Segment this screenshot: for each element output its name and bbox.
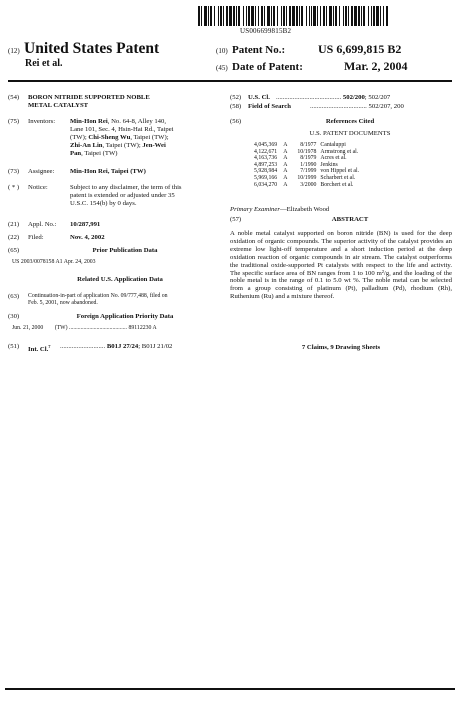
- reference-row: [254, 182, 359, 189]
- uscl-values: [276, 94, 390, 102]
- date-label: Date of Patent:: [232, 61, 303, 73]
- appl-label: Appl. No.:: [28, 221, 57, 228]
- ref-number: 6,034,270: [254, 181, 278, 188]
- inventors-line-3: (TW); Chi-Sheng Wu, Taipei (TW);: [70, 134, 169, 141]
- fos-dots: ..................................: [310, 103, 367, 110]
- ref-number: 5,969,166: [254, 174, 278, 181]
- patent-date: Mar. 2, 2004: [344, 59, 408, 73]
- intcl-label-group: [28, 343, 51, 354]
- patent-no-code: (10): [216, 47, 228, 55]
- foreign-date: Jun. 21, 2000: [12, 325, 44, 331]
- ref-number: 4,045,369: [254, 142, 278, 148]
- ref-name: Armstrong et al.: [320, 148, 359, 155]
- inventors-line-2: Lane 101, Sec. 4, Hsin-Hai Rd., Taipei: [70, 126, 174, 133]
- prior-entry: US 2003/0078158 A1 Apr. 24, 2003: [12, 259, 96, 265]
- ref-date: 1/1990: [300, 161, 317, 168]
- prior-code: (65): [8, 247, 20, 254]
- filed-date: Nov. 4, 2002: [70, 234, 105, 241]
- filed-code: (22): [8, 234, 20, 241]
- ref-number: 4,122,671: [254, 148, 278, 155]
- appl-no: 10/287,991: [70, 221, 101, 228]
- foreign-entry: [12, 325, 222, 333]
- ref-kind: A: [283, 174, 288, 181]
- intcl-code: (51): [8, 343, 20, 350]
- ref-name: Scharbert et al.: [320, 174, 356, 181]
- intcl-value: B01J 27/24: [106, 343, 139, 350]
- ref-name: Acres et al.: [320, 155, 347, 162]
- ref-date: 8/1979: [300, 155, 317, 162]
- inventors-line-1: Min-Hon Rei, No. 64-8, Alley 140,: [70, 118, 167, 125]
- barcode: [198, 6, 388, 26]
- header-rule: [8, 80, 452, 82]
- notice-label: Notice:: [28, 184, 48, 191]
- prior-heading: Prior Publication Data: [92, 247, 158, 254]
- patent-no: US 6,699,815 B2: [318, 42, 402, 56]
- reference-row: [254, 162, 359, 169]
- uscl-dots: .......................................: [276, 94, 342, 101]
- publication-number: US006699815B2: [240, 27, 292, 35]
- fos-code: (58): [230, 103, 242, 110]
- ref-name: von Hippel et al.: [320, 168, 360, 175]
- reference-row: [254, 155, 359, 162]
- continuation-line-2: Feb. 5, 2001, now abandoned.: [28, 300, 98, 306]
- foreign-country: (TW): [54, 325, 68, 331]
- claims-count: 7 Claims, 9 Drawing Sheets: [301, 344, 381, 351]
- uscl-value: 502/200: [342, 94, 365, 101]
- continuation-line-1: Continuation-in-part of application No. 09/777,488, filed on: [28, 293, 168, 299]
- left-column: [8, 94, 222, 394]
- related-heading: Related U.S. Application Data: [77, 276, 163, 283]
- abstract-heading: ABSTRACT: [331, 216, 369, 223]
- right-column: [230, 94, 452, 384]
- ref-kind: A: [283, 181, 288, 188]
- refs-subheading: U.S. PATENT DOCUMENTS: [309, 130, 391, 137]
- inventors-label: Inventors:: [28, 118, 56, 125]
- references-table: [254, 142, 359, 188]
- ref-name: Jenkins: [320, 161, 338, 168]
- examiner-field: [230, 206, 452, 214]
- invention-title-line-1: BORON NITRIDE SUPPORTED NOBLE: [28, 94, 150, 101]
- fos-value: 502/207, 200: [368, 103, 404, 110]
- examiner-label: Primary Examiner: [230, 206, 280, 213]
- invention-title-line-2: METAL CATALYST: [28, 102, 89, 109]
- refs-heading: References Cited: [325, 118, 375, 125]
- refs-code: (56): [230, 118, 242, 125]
- filed-label: Filed:: [28, 234, 44, 241]
- foreign-dots: ........................................: [69, 325, 127, 331]
- title-code: (54): [8, 94, 20, 101]
- ref-kind: A: [283, 168, 288, 175]
- fos-values: [310, 103, 404, 111]
- intcl-dots: ...........................: [60, 343, 106, 350]
- intcl-label: Int. Cl.: [28, 346, 49, 354]
- ref-number: 4,163,736: [254, 155, 278, 162]
- reference-row: [254, 175, 359, 182]
- ref-date: 7/1999: [300, 168, 317, 175]
- ref-date: 8/1977: [300, 142, 317, 148]
- barcode-bar: [386, 6, 388, 26]
- ref-name: Cantaluppi: [320, 142, 346, 148]
- notice-line-3: U.S.C. 154(b) by 0 days.: [70, 200, 137, 207]
- bottom-rule: [5, 688, 455, 690]
- reference-row: [254, 168, 359, 175]
- notice-line-2: patent is extended or adjusted under 35: [70, 192, 175, 199]
- foreign-code: (30): [8, 313, 20, 320]
- intcl-value2: ; B01J 21/02: [138, 343, 173, 350]
- uscl-label: U.S. Cl.: [248, 94, 270, 101]
- date-code: (45): [216, 64, 228, 72]
- uscl-code: (52): [230, 94, 242, 101]
- ref-kind: A: [283, 161, 288, 168]
- continuation-code: (63): [8, 293, 20, 300]
- foreign-heading: Foreign Application Priority Data: [76, 313, 174, 320]
- reference-row: [254, 149, 359, 156]
- reference-row: [254, 142, 359, 149]
- notice-code: ( * ): [8, 184, 20, 191]
- examiner-name: —Elizabeth Wood: [279, 206, 330, 213]
- ref-number: 5,928,984: [254, 168, 278, 175]
- header-right: [216, 42, 408, 74]
- inventors-line-4: Zhi-An Lin, Taipei (TW); Jen-Wei: [70, 142, 166, 149]
- abstract-text: A noble metal catalyst supported on boron nitride (BN) is used for the deep oxidation of organic compounds. The superior activity of the catalyst provides an extreme low light-off temperature and a short induction period at the deep oxidation reaction of organic compounds in air stream. The catalyst outperforms the traditional oxide-supported Pt catalysts with respect to the life and activity. The specific surface area of BN ranges from 1 to 100 m²/g, and the loading of the noble metal is in the range of 0.1 to 5.0 wt %. The noble metal can be selected from a group consisting of platinum (Pt), palladium (Pd), rhodium (Rh), Ruthenium (Ru) and a mixture thereof.: [230, 230, 452, 301]
- ref-name: Borchert et al.: [320, 181, 354, 188]
- assignee-label: Assignee:: [28, 168, 55, 175]
- ref-kind: A: [283, 142, 288, 148]
- header-left: [8, 40, 159, 69]
- country-code: (12): [8, 47, 20, 55]
- patent-no-label: Patent No.:: [232, 44, 286, 56]
- foreign-no: 89112230 A: [128, 325, 157, 331]
- appl-code: (21): [8, 221, 20, 228]
- patent-title-heading: United States Patent: [24, 40, 160, 57]
- ref-number: 4,897,253: [254, 161, 278, 168]
- ref-kind: A: [283, 155, 288, 162]
- inventor-short: Rei et al.: [25, 58, 63, 69]
- notice-line-1: Subject to any disclaimer, the term of this: [70, 184, 182, 191]
- assignee-value: Min-Hon Rei, Taipei (TW): [70, 168, 146, 175]
- assignee-code: (73): [8, 168, 20, 175]
- ref-date: 10/1999: [297, 174, 317, 181]
- fos-label: Field of Search: [248, 103, 291, 110]
- intcl-values: [60, 343, 172, 351]
- uscl-value2: ; 502/207: [364, 94, 391, 101]
- inventors-line-5: Pan, Taipei (TW): [70, 150, 118, 157]
- abstract-code: (57): [230, 216, 242, 223]
- ref-kind: A: [283, 148, 288, 155]
- inventors-code: (75): [8, 118, 20, 125]
- ref-date: 10/1978: [297, 148, 317, 155]
- ref-date: 3/2000: [300, 181, 317, 188]
- intcl-sup: 7: [48, 344, 51, 349]
